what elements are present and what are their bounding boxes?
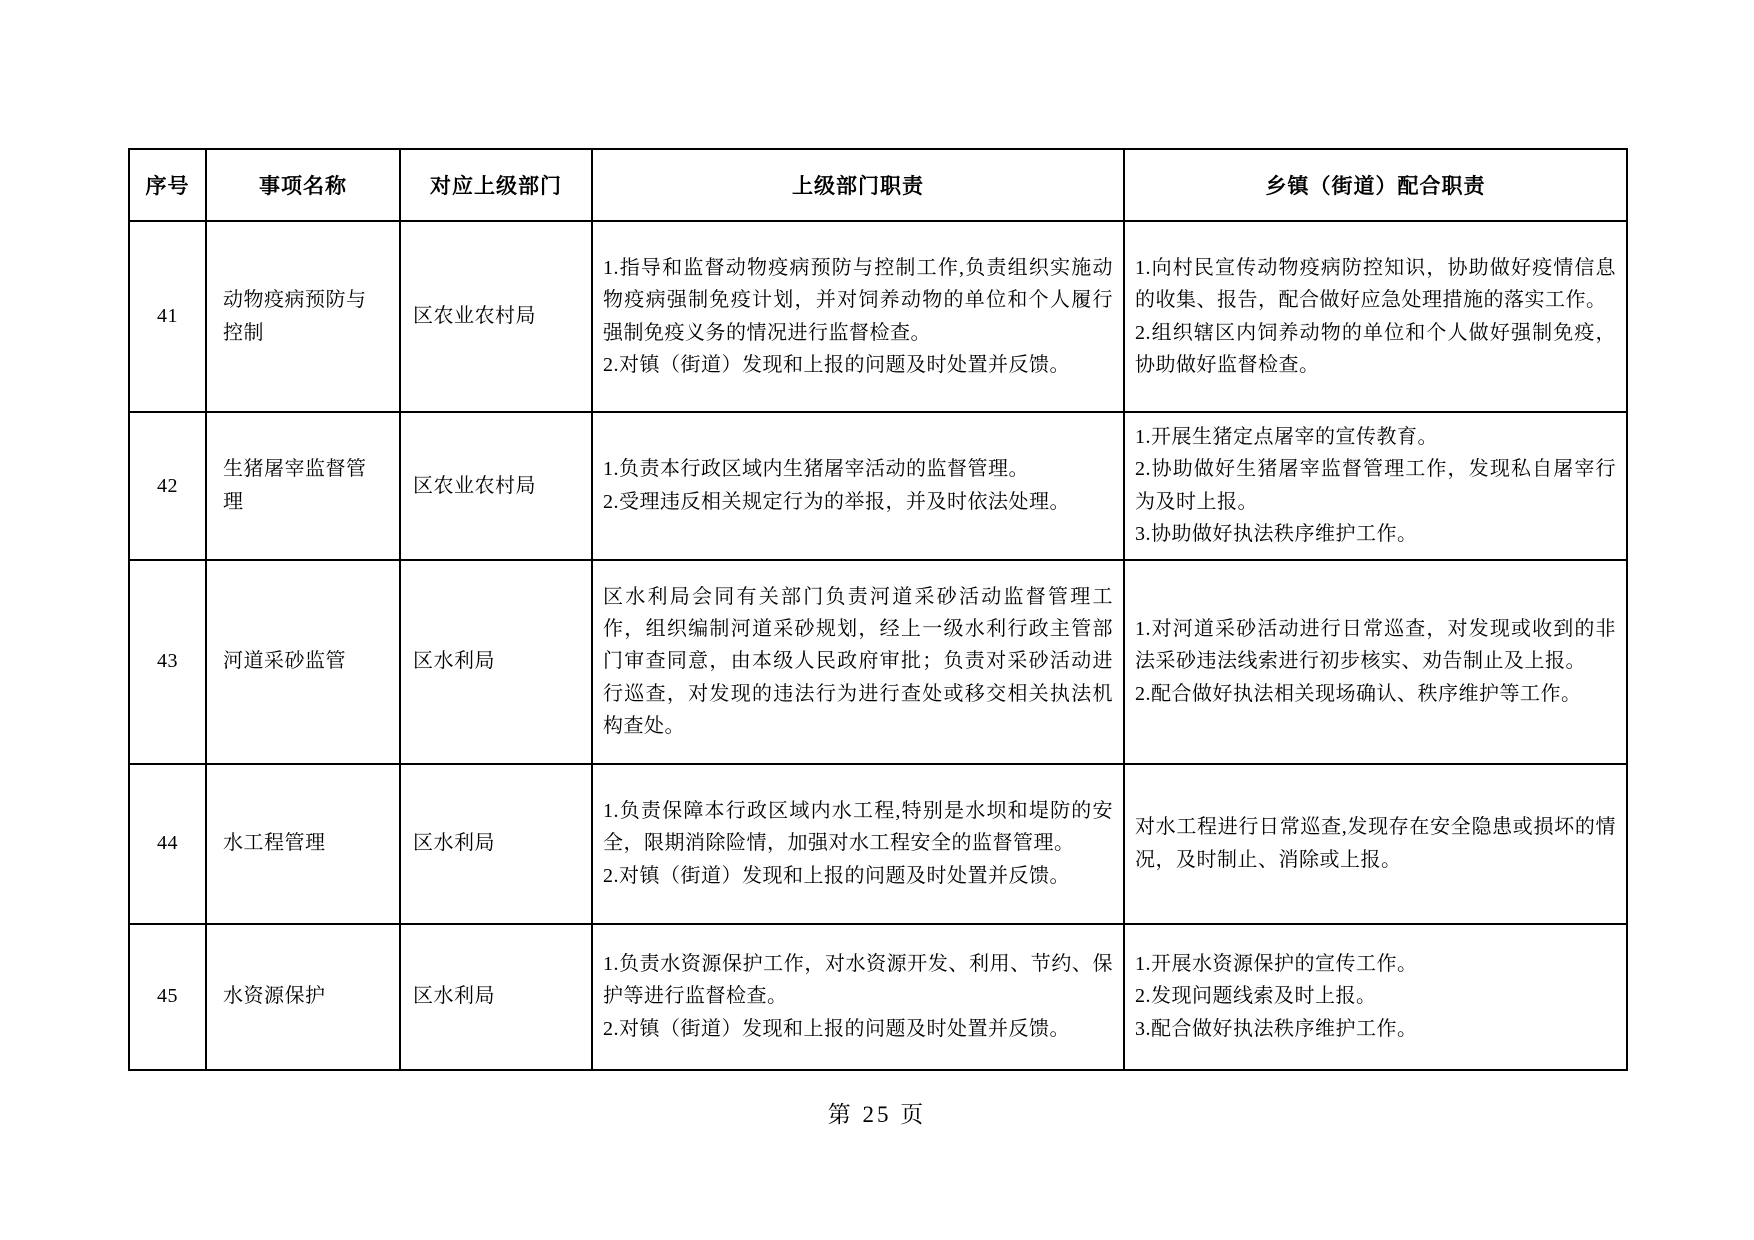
page-number-footer: 第 25 页 bbox=[827, 1102, 927, 1127]
header-col-item-name: 事项名称 bbox=[206, 149, 400, 221]
cell-text: 41 bbox=[157, 305, 178, 328]
table-row bbox=[129, 924, 1627, 1070]
cell-text: 1.指导和监督动物疫病预防与控制工作,负责组织实施动物疫病强制免疫计划，并对饲养动物的单位和个人履行强制免疫义务的情况进行监督检查。 bbox=[603, 256, 1113, 344]
town-duties-cell bbox=[1124, 764, 1627, 924]
cell-text: 1.负责水资源保护工作，对水资源开发、利用、节约、保护等进行监督检查。 bbox=[603, 952, 1113, 1008]
cell-text: 45 bbox=[157, 985, 178, 1008]
cell-text: 1.负责本行政区域内生猪屠宰活动的监督管理。 bbox=[603, 458, 1029, 481]
cell-text: 1.对河道采砂活动进行日常巡查，对发现或收到的非法采砂违法线索进行初步核实、劝告制止及上报。 bbox=[1135, 617, 1616, 673]
cell-text: 1.向村民宣传动物疫病防控知识，协助做好疫情信息的收集、报告，配合做好应急处理措施的落实工作。 bbox=[1135, 256, 1616, 312]
cell-text: 区水利局 bbox=[413, 985, 495, 1008]
cell-text: 水资源保护 bbox=[223, 985, 326, 1008]
cell-text: 河道采砂监管 bbox=[223, 650, 346, 673]
upper-duties-cell bbox=[592, 221, 1124, 412]
town-duties-cell bbox=[1124, 221, 1627, 412]
cell-text: 2.配合做好执法相关现场确认、秩序维护等工作。 bbox=[1135, 682, 1582, 705]
item-name-cell bbox=[206, 412, 400, 560]
cell-text: 2.对镇（街道）发现和上报的问题及时处置并反馈。 bbox=[603, 1017, 1070, 1040]
header-col-upper-duty: 上级部门职责 bbox=[592, 149, 1124, 221]
table-row bbox=[129, 764, 1627, 924]
cell-text: 区水利局 bbox=[413, 832, 495, 855]
cell-text: 生猪屠宰监督管理 bbox=[223, 458, 367, 513]
header-col-town-duty: 乡镇（街道）配合职责 bbox=[1124, 149, 1627, 221]
table-row bbox=[129, 221, 1627, 412]
upper-duties-cell bbox=[592, 560, 1124, 764]
responsibilities-table bbox=[128, 148, 1628, 1071]
cell-text: 2.发现问题线索及时上报。 bbox=[1135, 985, 1377, 1008]
cell-text: 3.协助做好执法秩序维护工作。 bbox=[1135, 523, 1418, 546]
cell-text: 2.对镇（街道）发现和上报的问题及时处置并反馈。 bbox=[603, 353, 1070, 376]
department-cell bbox=[400, 560, 592, 764]
cell-text: 区水利局会同有关部门负责河道采砂活动监督管理工作，组织编制河道采砂规划，经上一级水利行政主管部门审查同意，由本级人民政府审批；负责对采砂活动进行巡查，对发现的违法行为进行查处或移交相关执法机构查处。 bbox=[603, 585, 1113, 738]
row-number-cell bbox=[129, 560, 206, 764]
cell-text: 42 bbox=[157, 474, 178, 497]
row-number-cell bbox=[129, 764, 206, 924]
town-duties-cell bbox=[1124, 412, 1627, 560]
upper-duties-cell bbox=[592, 924, 1124, 1070]
cell-text: 1.负责保障本行政区域内水工程,特别是水坝和堤防的安全，限期消除险情，加强对水工程安全的监督管理。 bbox=[603, 799, 1113, 855]
header-col-number: 序号 bbox=[129, 149, 206, 221]
cell-text: 1.开展生猪定点屠宰的宣传教育。 bbox=[1135, 426, 1438, 448]
item-name-cell bbox=[206, 221, 400, 412]
cell-text: 区农业农村局 bbox=[413, 305, 536, 328]
header-row bbox=[129, 149, 1627, 221]
cell-text: 2.对镇（街道）发现和上报的问题及时处置并反馈。 bbox=[603, 864, 1070, 887]
table-row bbox=[129, 412, 1627, 560]
cell-text: 2.组织辖区内饲养动物的单位和个人做好强制免疫，协助做好监督检查。 bbox=[1135, 321, 1616, 376]
cell-text: 对水工程进行日常巡查,发现存在安全隐患或损坏的情况，及时制止、消除或上报。 bbox=[1135, 816, 1616, 871]
cell-text: 动物疫病预防与控制 bbox=[223, 289, 367, 344]
upper-duties-cell bbox=[592, 412, 1124, 560]
cell-text: 区水利局 bbox=[413, 650, 495, 673]
row-number-cell bbox=[129, 221, 206, 412]
upper-duties-cell bbox=[592, 764, 1124, 924]
department-cell bbox=[400, 221, 592, 412]
item-name-cell bbox=[206, 560, 400, 764]
row-number-cell bbox=[129, 412, 206, 560]
department-cell bbox=[400, 764, 592, 924]
cell-text: 43 bbox=[157, 650, 178, 673]
cell-text: 44 bbox=[157, 832, 178, 855]
table-body bbox=[129, 221, 1627, 1070]
table-header bbox=[129, 149, 1627, 221]
department-cell bbox=[400, 924, 592, 1070]
cell-text: 区农业农村局 bbox=[413, 474, 536, 497]
department-cell bbox=[400, 412, 592, 560]
header-col-department: 对应上级部门 bbox=[400, 149, 592, 221]
town-duties-cell bbox=[1124, 924, 1627, 1070]
row-number-cell bbox=[129, 924, 206, 1070]
cell-text: 2.受理违反相关规定行为的举报，并及时依法处理。 bbox=[603, 490, 1070, 513]
cell-text: 2.协助做好生猪屠宰监督管理工作，发现私自屠宰行为及时上报。 bbox=[1135, 458, 1616, 513]
table-row bbox=[129, 560, 1627, 764]
item-name-cell bbox=[206, 924, 400, 1070]
item-name-cell bbox=[206, 764, 400, 924]
town-duties-cell bbox=[1124, 560, 1627, 764]
cell-text: 1.开展水资源保护的宣传工作。 bbox=[1135, 952, 1418, 975]
cell-text: 水工程管理 bbox=[223, 832, 326, 855]
cell-text: 3.配合做好执法秩序维护工作。 bbox=[1135, 1017, 1418, 1040]
